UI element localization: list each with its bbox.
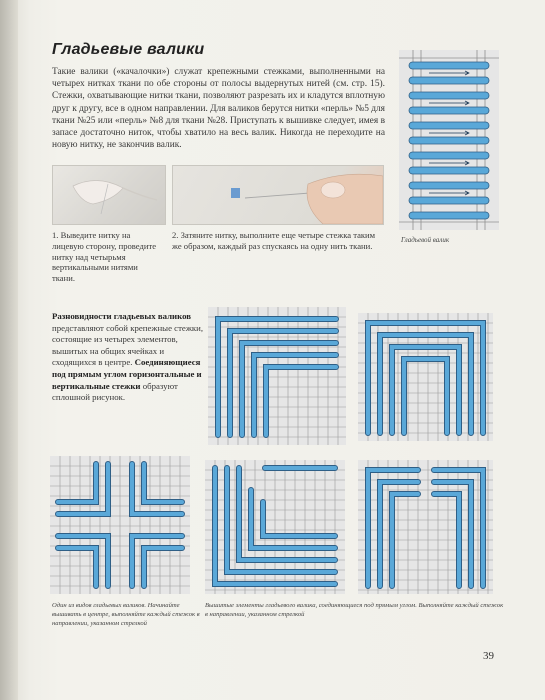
variants-lead: Разновидности гладьевых валиков [52, 311, 192, 321]
variant-diagram-4 [205, 460, 345, 599]
step-photo-2 [172, 165, 384, 225]
intro-paragraph: Такие валики («качалочки») служат крепежными стежками, выполненными на четырех нитках ткани по обе стороны от полосы выдернутых нитей (см. стр. 15). Стежки, охватывающие нитки ткани, позволяют разрезать их и кладутся вплотную друг к другу, все в одном направлении. Для валиков берутся нитки «перль» №5 для ткани №25 или «перль» №8 для ткани №28. Приступать к вышивке следует, имея в запасе достаточно ниток, чтобы хватило на весь валик. Никогда не переходите на новую нитку, не закончив валик. [52, 67, 385, 151]
step-caption-2: 2. Затяните нитку, выполните еще четыре стежка таким же образом, каждый раз спускаясь на одну нить ткани. [172, 230, 376, 251]
variants-text-1: представляют собой крепежные стежки, состоящие из четырех элементов, вышитых на общих ячейках и сходящихся в центре. [52, 322, 204, 368]
variant-diagram-1 [208, 307, 346, 450]
variants-paragraph [52, 311, 204, 404]
satin-bar-diagram [399, 50, 499, 235]
variant-diagram-2 [358, 313, 493, 446]
hand-photo-illustration [53, 166, 165, 224]
needle-photo-illustration [173, 166, 383, 224]
book-spine [0, 0, 18, 700]
bottom-left-caption: Один из видов гладьевых валиков. Начинайте вышивать в центре, выполняйте каждый стежок в направлении, указанном стрелкой [52, 602, 200, 627]
section-title: Гладьевые валики [52, 41, 205, 58]
page-number: 39 [483, 650, 494, 662]
variant-diagram-3 [50, 456, 190, 599]
step-photo-1 [52, 165, 166, 225]
bottom-right-caption: Вышитые элементы гладьевого валика, соединяющиеся под прямым углом. Выполняйте каждый стежок в направлении, указанном стрелкой [205, 602, 504, 618]
variant-diagram-5 [358, 460, 493, 599]
variants-text-2: образуют сплошной рисунок. [52, 380, 178, 403]
side-diagram-caption: Гладьевой валик [401, 236, 450, 244]
variants-bold-2: Соединяющиеся под прямым углом горизонтальные и вертикальные стежки [52, 357, 202, 391]
step-caption-1: 1. Выведите нитку на лицевую сторону, проведите нитку над четырьмя вертикальными нитями ткани. [52, 230, 157, 284]
